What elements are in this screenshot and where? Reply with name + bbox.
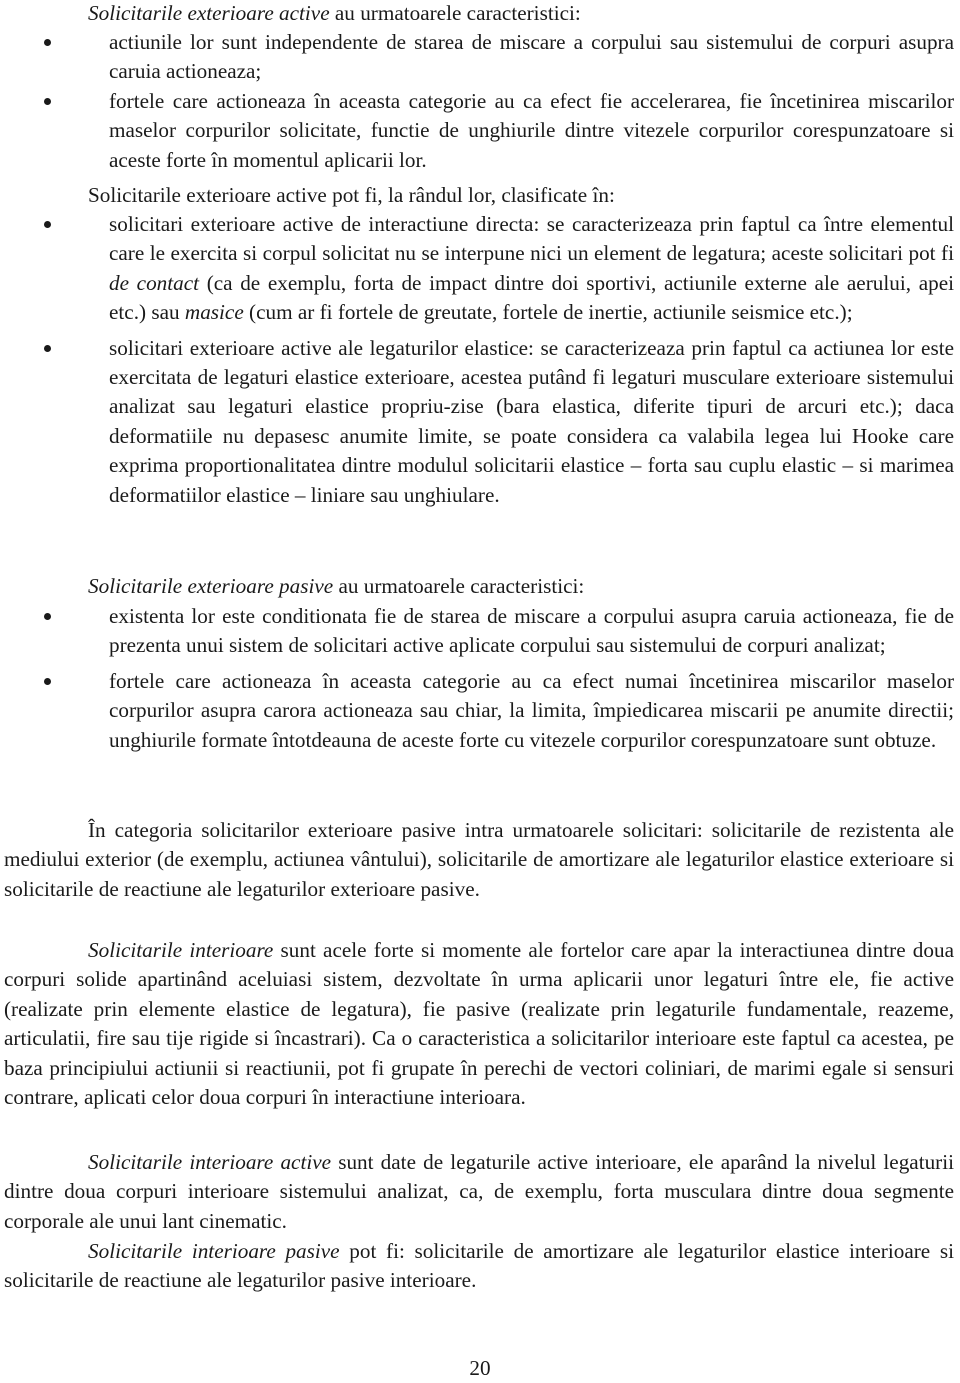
section-active-exterior-intro: Solicitarile exterioare active au urmatoarele caracteristici:: [88, 1, 581, 25]
paragraph-passive-categories: În categoria solicitarilor exterioare pasive intra urmatoarele solicitari: solicitarile de rezistenta ale mediului exterior (de exemplu, actiunea vântului), solicitarile de amortizare ale legaturilor elastice exterioare si solicitarile de reactiune ale legaturilor exterioare pasive.: [4, 818, 954, 901]
bullet-icon: [44, 345, 51, 352]
classification-intro: Solicitarile exterioare active pot fi, la rândul lor, clasificate în:: [88, 183, 615, 207]
term-interior-active: Solicitarile interioare active: [88, 1150, 332, 1174]
term-passive-exterior: Solicitarile exterioare pasive: [88, 574, 334, 598]
list-item: solicitari exterioare active ale legaturilor elastice: se caracterizeaza prin faptul ca actiunea lor este exercitata de legaturi elastice exterioare, acestea putând fi legaturi musculare exterioare sistemului analizat sau legaturi elastice propriu-zise (bara elastica, diferite tipuri de arcuri etc.); daca deformatiile nu depasesc anumite limite, se poate considera ca valabila legea lui Hooke care exprima proportionalitatea dintre modulul solicitarii elastice – forta sau cuplu elastic – si marimea deformatiilor elastice – liniare sau unghiulare.: [0, 334, 954, 510]
list-item: existenta lor este conditionata fie de starea de miscare a corpului asupra caruia actioneaza, fie de prezenta unui sistem de solicitari active aplicate corpului sau sistemului de corpuri analizat;: [0, 602, 954, 661]
list-item: fortele care actioneaza în aceasta categorie au ca efect numai încetinirea miscarilor maselor corpurilor asupra carora actioneaza sau chiar, la limita, împiedicarea miscarii pe anumite directii; unghiurile formate întotdeauna de aceste forte cu vitezele corpurilor corespunzatoare sunt obtuze.: [0, 667, 954, 755]
list-item: actiunile lor sunt independente de starea de miscare a corpului sau sistemului de corpuri asupra caruia actioneaza;: [0, 28, 954, 87]
active-exterior-classification-list: [0, 210, 960, 510]
list-item: solicitari exterioare active de interactiune directa: se caracterizeaza prin faptul ca între elementul care le exercita si corpul solicitat nu se interpune nici un element de legatura; aceste solicitari pot fi de contact (ca de exemplu, forta de impact dintre doi sportivi, actiunile externe ale aerului, apei etc.) sau masice (cum ar fi fortele de greutate, fortele de inertie, actiunile seismice etc.);: [0, 210, 954, 328]
paragraph-interior-active: Solicitarile interioare active sunt date de legaturile active interioare, ele aparând la nivelul legaturii dintre doua corpuri interioare sistemului analizat, ca, de exemplu, forta musculara dintre doua segmente corporale ale unui lant cinematic.: [4, 1150, 954, 1233]
active-exterior-characteristics-list: [0, 28, 960, 175]
bullet-icon: [44, 613, 51, 620]
term-de-contact: de contact: [109, 270, 200, 295]
section-passive-exterior-intro: Solicitarile exterioare pasive au urmatoarele caracteristici:: [88, 574, 585, 598]
bullet-icon: [44, 39, 51, 46]
page-number: 20: [469, 1356, 491, 1380]
paragraph-interior-solicitations: Solicitarile interioare sunt acele forte si momente ale fortelor care apar la interactiunea dintre doua corpuri solide apartinând aceluiasi sistem, dezvoltate în urma aplicarii unor legaturi între ele, fie active (realizate prin elemente elastice de legatura), fie pasive (realizate prin legaturile fundamentale, reazeme, articulatii, fire sau tije rigide si încastrari). Ca o caracteristica a solicitarilor interioare este faptul ca acestea, pe baza principiului actiunii si reactiunii, pot fi grupate în perechi de vectori coliniari, de marimi egale si sensuri contrare, aplicati celor doua corpuri în interactiune interioara.: [4, 938, 954, 1110]
term-active-exterior: Solicitarile exterioare active: [88, 1, 330, 25]
bullet-icon: [44, 98, 51, 105]
list-item: fortele care actioneaza în aceasta categorie au ca efect fie accelerarea, fie încetinirea miscarilor maselor corpurilor solicitate, functie de unghiurile dintre vitezele corpurilor corespunzatoare si aceste forte în momentul aplicarii lor.: [0, 87, 954, 175]
bullet-icon: [44, 678, 51, 685]
term-masice: masice: [184, 300, 244, 325]
passive-exterior-characteristics-list: [0, 602, 960, 755]
paragraph-interior-passive: Solicitarile interioare pasive pot fi: solicitarile de amortizare ale legaturilor elastice interioare si solicitarile de reactiune ale legaturilor pasive interioare.: [4, 1239, 954, 1293]
bullet-icon: [44, 221, 51, 228]
term-interior: Solicitarile interioare: [88, 938, 274, 962]
term-interior-passive: Solicitarile interioare pasive: [88, 1239, 340, 1263]
